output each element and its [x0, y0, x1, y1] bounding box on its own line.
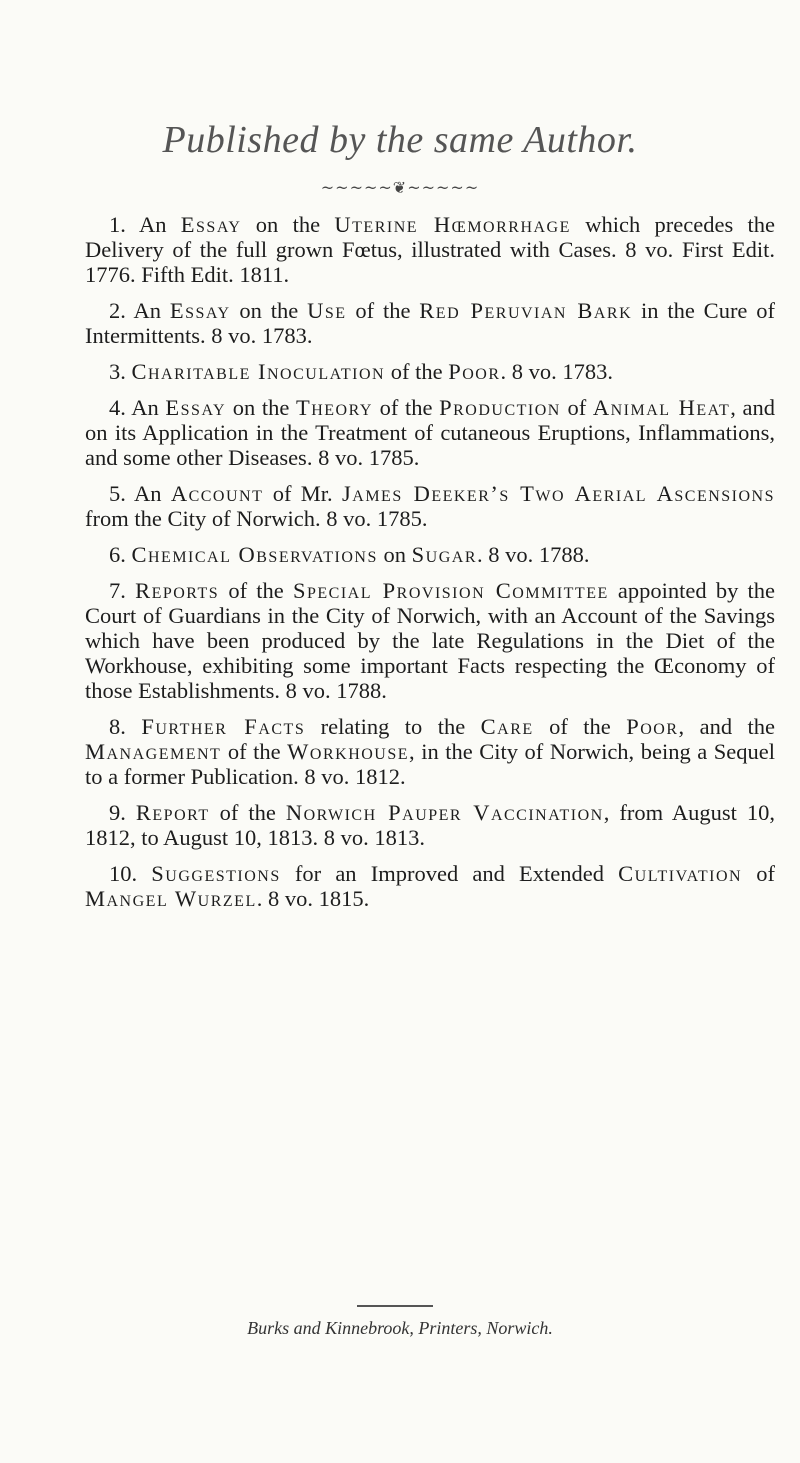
entry-text: , from August 10, 1812, to August 10, 1813. 8 vo. 1813. — [85, 800, 776, 850]
entry-text: of — [560, 395, 593, 420]
entry-text: of — [742, 861, 775, 886]
entry-text: on the — [226, 395, 296, 420]
title-smallcaps: Further Facts — [141, 714, 306, 739]
entry-text: of the — [209, 800, 286, 825]
entry-text: of the — [385, 359, 449, 384]
title-smallcaps: Sugar — [411, 542, 477, 567]
title-smallcaps: James Deeker’s Two Aerial Ascensions — [342, 481, 776, 506]
entry-text: An — [133, 481, 171, 506]
divider-rule — [357, 1305, 433, 1307]
entry-text: on the — [230, 298, 308, 323]
title-smallcaps: Uterine Hœmorrhage — [334, 212, 571, 237]
entry-number: 10. — [109, 861, 152, 886]
entry-text: appointed by the Court of Guardians in the City of Norwich, with an Account of the Savings which have been produced by the late Regulations in the Diet of the Workhouse, exhibiting some important Facts respecting the Œconomy of those Establishments. 8 vo. 1788. — [85, 578, 776, 703]
publication-entry — [85, 578, 775, 703]
entry-text: of the — [533, 714, 627, 739]
title-smallcaps: Essay — [165, 395, 227, 420]
title-smallcaps: Mangel Wurzel — [85, 886, 257, 911]
entry-text: , and the — [678, 714, 776, 739]
entry-number: 4. — [109, 395, 132, 420]
title-smallcaps: Care — [480, 714, 534, 739]
page-heading: Published by the same Author. — [162, 119, 638, 161]
entry-number: 5. — [109, 481, 134, 506]
title-smallcaps: Management — [85, 739, 222, 764]
entry-number: 9. — [109, 800, 136, 825]
entry-number: 7. — [109, 578, 136, 603]
ornament-divider: ~~~~~❦~~~~~ — [320, 178, 480, 197]
title-smallcaps: Suggestions — [151, 861, 281, 886]
entry-text: on — [377, 542, 412, 567]
entry-text: in the Cure of Intermittents. 8 vo. 1783. — [85, 298, 776, 348]
entry-text: of the — [221, 739, 288, 764]
title-smallcaps: Use — [307, 298, 347, 323]
title-smallcaps: Theory — [295, 395, 373, 420]
entry-text: . 8 vo. 1788. — [477, 542, 590, 567]
title-smallcaps: Animal Heat — [592, 395, 731, 420]
printer-imprint: Burks and Kinnebrook, Printers, Norwich. — [247, 1318, 553, 1338]
entry-text: from the City of Norwich. 8 vo. 1785. — [85, 506, 428, 531]
title-smallcaps: Special Provision Committee — [292, 578, 609, 603]
publication-entry — [85, 212, 775, 287]
entry-number: 3. — [109, 359, 132, 384]
entry-text: on the — [241, 212, 335, 237]
entry-number: 2. — [109, 298, 134, 323]
entry-text: of the — [346, 298, 420, 323]
entry-text: An — [133, 298, 170, 323]
title-smallcaps: Production — [439, 395, 561, 420]
publication-entry — [85, 395, 775, 470]
entry-text: An — [131, 395, 166, 420]
title-smallcaps: Essay — [180, 212, 242, 237]
entry-text: of the — [219, 578, 293, 603]
entry-text: , in the City of Norwich, being a Sequel to a former Publication. 8 vo. 1812. — [85, 739, 775, 789]
entry-text: An — [138, 212, 181, 237]
publication-entry — [85, 800, 775, 850]
entry-text: . 8 vo. 1815. — [256, 886, 370, 911]
entry-text: for an Improved and Extended — [280, 861, 619, 886]
publication-entry — [85, 542, 775, 567]
entry-text: of Mr. — [263, 481, 343, 506]
title-smallcaps: Poor — [448, 359, 501, 384]
title-smallcaps: Charitable Inoculation — [131, 359, 386, 384]
entry-number: 1. — [109, 212, 139, 237]
title-smallcaps: Account — [170, 481, 264, 506]
publication-entry — [85, 481, 775, 531]
publication-entry — [85, 359, 775, 384]
title-smallcaps: Chemical Observations — [131, 542, 378, 567]
entry-text: , and on its Application in the Treatment of cutaneous Eruptions, Inflammations, and some other Diseases. 8 vo. 1785. — [85, 395, 775, 470]
publication-entry — [85, 714, 775, 789]
entry-text: . 8 vo. 1783. — [500, 359, 614, 384]
entry-number: 6. — [109, 542, 132, 567]
entry-number: 8. — [109, 714, 142, 739]
entry-text: relating to the — [305, 714, 481, 739]
title-smallcaps: Workhouse — [287, 739, 410, 764]
title-smallcaps: Report — [135, 800, 210, 825]
title-smallcaps: Norwich Pauper Vaccination — [285, 800, 604, 825]
publication-entry — [85, 298, 775, 348]
title-smallcaps: Cultivation — [618, 861, 743, 886]
publication-entry — [85, 861, 775, 911]
publication-list — [85, 212, 775, 922]
entry-text: which precedes the Delivery of the full grown Fœtus, illustrated with Cases. 8 vo. First Edit. 1776. Fifth Edit. 1811. — [85, 212, 776, 287]
title-smallcaps: Poor — [626, 714, 679, 739]
entry-text: of the — [372, 395, 440, 420]
title-smallcaps: Red Peruvian Bark — [419, 298, 633, 323]
title-smallcaps: Essay — [169, 298, 231, 323]
title-smallcaps: Reports — [135, 578, 220, 603]
